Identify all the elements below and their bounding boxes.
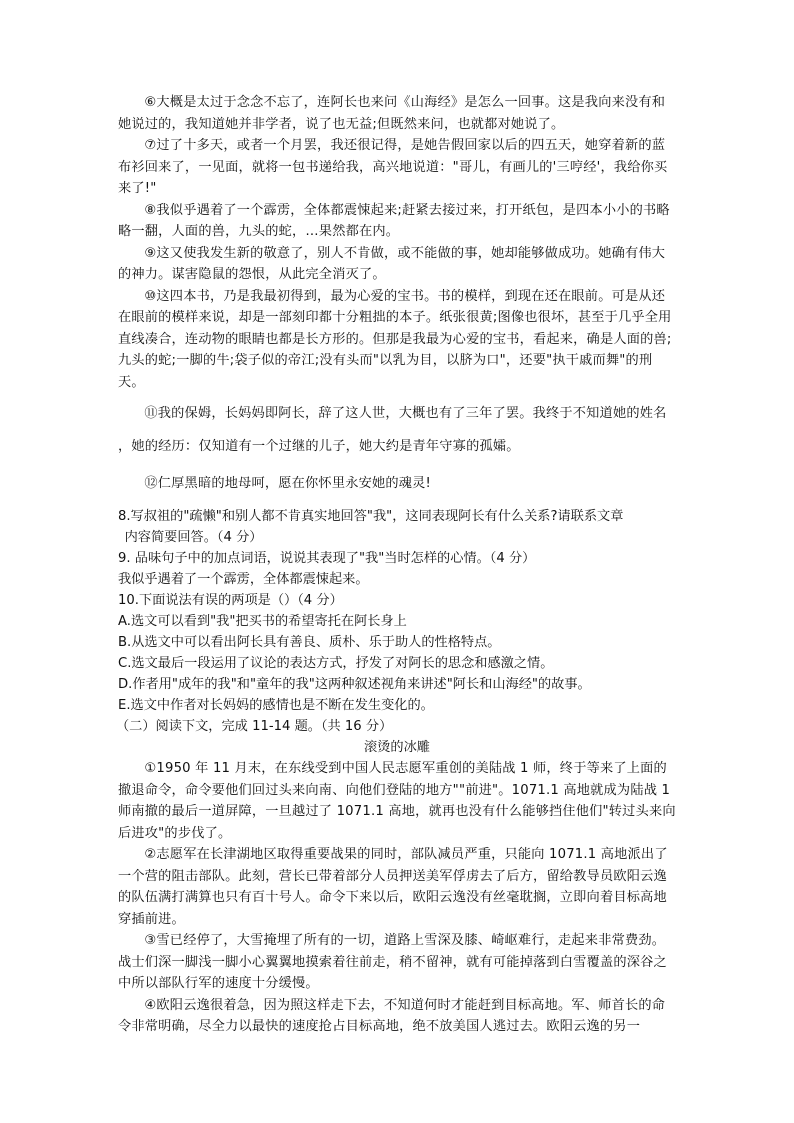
passage-paragraph-9: ⑨这又使我发生新的敬意了，别人不肯做，或不能做的事，她却能够做成功。她确有伟大的神力。谋害隐鼠的怨恨，从此完全消灭了。 [118, 245, 666, 282]
article-paragraph-4: ④欧阳云逸很着急，因为照这样走下去，不知道何时才能赶到目标高地。军、师首长的命令非常明确，尽全力以最快的速度抢占目标高地，绝不放美国人逃过去。欧阳云逸的另一 [118, 997, 666, 1034]
passage-paragraph-6: ⑥大概是太过于念念不忘了，连阿长也来问《山海经》是怎么一回事。这是我向来没有和她说过的，我知道她并非学者，说了也无益;但既然来问，也就都对她说了。 [118, 95, 666, 132]
option-c: C.选文最后一段运用了议论的表达方式，抒发了对阿长的思念和感激之情。 [118, 656, 554, 671]
passage-paragraph-7: ⑦过了十多天，或者一个月罢，我还很记得，是她告假回家以后的四五天，她穿着新的蓝布衫回来了，一见面，就将一包书递给我，高兴地说道："哥儿，有画儿的'三哼经'，我给你买来了!" [118, 138, 668, 196]
passage-paragraph-12: ⑫仁厚黑暗的地母呵，愿在你怀里永安她的魂灵! [144, 476, 432, 491]
question-9-sentence: 我似乎遇着了一个霹雳，全体都震悚起来。 [118, 572, 369, 587]
document-page [118, 92, 676, 1038]
article-paragraph-1: ①1950 年 11 月末，在东线受到中国人民志愿军重创的美陆战 1 师，终于等来了上面的撤退命令，命令要他们回过头来向南、向他们登陆的地方""前进"。1071.1 高地就成为陆战 1 师南撤的最后一道屏障，一旦越过了 1071.1 高地，就再也没有什么能够挡住他们"转过头来向后进攻"的步伐了。 [118, 761, 676, 841]
option-a: A.选文可以看到"我"把买书的希望寄托在阿长身上 [118, 614, 407, 629]
option-d: D.作者用"成年的我"和"童年的我"这两种叙述视角来讲述"阿长和山海经"的故事。 [118, 677, 591, 692]
article-title: 滚烫的冰雕 [364, 740, 430, 755]
question-8-line2: 内容简要回答。（4 分） [124, 530, 263, 545]
article-paragraph-2: ②志愿军在长津湖地区取得重要战果的同时，部队减员严重，只能向 1071.1 高地派出了一个营的阻击部队。此刻，营长已带着部分人员押送美军俘虏去了后方，留给教导员欧阳云逸的队伍满打满算也只有百十号人。命令下来以后，欧阳云逸没有丝毫耽搁，立即向着目标高地穿插前进。 [118, 847, 668, 927]
question-10: 10.下面说法有误的两项是（）（4 分） [118, 593, 343, 608]
article-paragraph-3: ③雪已经停了，大雪掩埋了所有的一切，道路上雪深及膝、崎岖难行，走起来非常费劲。战士们深一脚浅一脚小心翼翼地摸索着往前走，稍不留神，就有可能掉落到白雪覆盖的深谷之中所以部队行军的速度十分缓慢。 [118, 933, 667, 991]
section-2-header: （二）阅读下文，完成 11-14 题。（共 16 分） [116, 719, 393, 734]
passage-paragraph-11: ⑪我的保姆，长妈妈即阿长，辞了这人世，大概也有了三年了罢。我终于不知道她的姓名 ，她的经历：仅知道有一个过继的儿子，她大约是青年守寡的孤孀。 [118, 406, 667, 454]
passage-paragraph-10: ⑩这四本书，乃是我最初得到，最为心爱的宝书。书的模样，到现在还在眼前。可是从还在眼前的模样来说，却是一部刻印都十分粗拙的本子。纸张很黄;图像也很坏，甚至于几乎全用直线凑合，连动物的眼睛也都是长方形的。但那是我最为心爱的宝书，看起来，确是人面的兽;九头的蛇;一脚的牛;袋子似的帝江;没有头而"以乳为目，以脐为口"，还要"执干戚而舞"的刑天。 [118, 288, 672, 390]
question-8-line1: 8.写叔祖的"疏懒"和别人都不肯真实地回答"我"，这同表现阿长有什么关系?请联系文章 [118, 509, 624, 524]
option-b: B.从选文中可以看出阿长具有善良、质朴、乐于助人的性格特点。 [118, 635, 501, 650]
passage-paragraph-8: ⑧我似乎遇着了一个霹雳，全体都震悚起来;赶紧去接过来，打开纸包，是四本小小的书略略一翻，人面的兽，九头的蛇，…果然都在内。 [118, 202, 670, 239]
question-list [118, 506, 676, 716]
option-e: E.选文中作者对长妈妈的感情也是不断在发生变化的。 [118, 698, 434, 713]
question-9: 9. 品味句子中的加点词语，说说其表现了"我"当时怎样的心情。（4 分） [118, 551, 536, 566]
